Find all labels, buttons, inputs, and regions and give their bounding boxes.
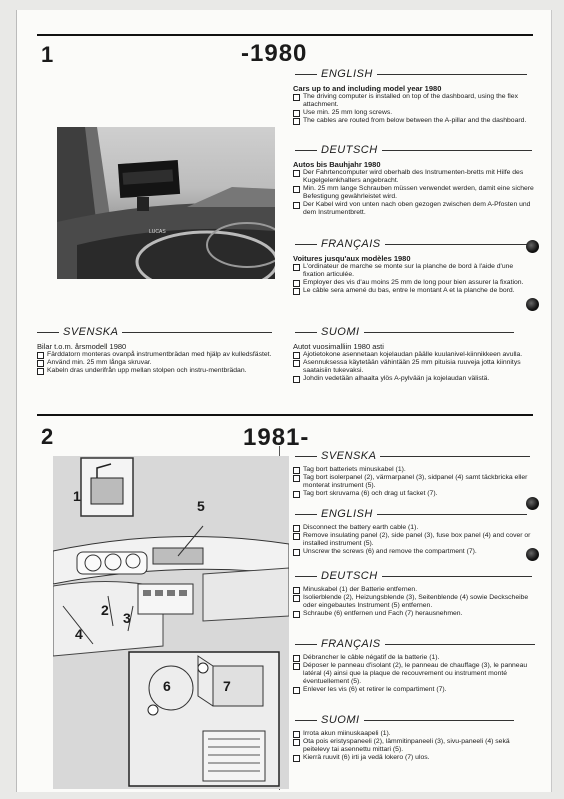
english-1-list xyxy=(293,93,535,125)
list-item: Remove insulating panel (2), side panel (3), fuse box panel (4) and cover or installed instrument (5). xyxy=(293,532,535,548)
heading-deutsch-1: DEUTSCH xyxy=(295,144,532,156)
deutsch-2-list xyxy=(293,586,535,618)
list-item: Enlever les vis (6) et retirer le compartiment (7). xyxy=(293,686,535,694)
list-item: Använd min. 25 mm långa skruvar. xyxy=(37,359,275,367)
section-1-number: 1 xyxy=(41,42,54,67)
callout-1: 1 xyxy=(73,488,81,504)
heading-english-2: ENGLISH xyxy=(295,508,527,520)
list-item: Kierrä ruuvit (6) irti ja vedä lokero (7) ulos. xyxy=(293,754,535,762)
list-item: The cables are routed from below between the A-pillar and the dashboard. xyxy=(293,117,535,125)
manual-page xyxy=(16,10,552,792)
list-item: Schraube (6) entfernen und Fach (7) herausnehmen. xyxy=(293,610,535,618)
callout-4: 4 xyxy=(75,626,83,642)
punch-hole xyxy=(526,298,539,311)
english-2-list xyxy=(293,524,535,556)
callout-7: 7 xyxy=(223,678,231,694)
section-divider xyxy=(37,414,533,416)
callout-6: 6 xyxy=(163,678,171,694)
list-item: Unscrew the screws (6) and remove the compartment (7). xyxy=(293,548,535,556)
device-brand-label: LUCAS xyxy=(149,229,166,235)
list-item: L'ordinateur de marche se monte sur la planche de bord à l'aide d'une fixation articulée. xyxy=(293,263,535,279)
heading-francais-2: FRANÇAIS xyxy=(295,638,535,650)
dashboard-photo xyxy=(57,127,275,279)
list-item: Asennuksessa käytetään vähintään 25 mm pituisia ruuveja jotta kiinnitys saataisiin tukevaksi. xyxy=(293,359,535,375)
heading-francais-1: FRANÇAIS xyxy=(295,238,535,250)
svenska-1-subtitle: Bilar t.o.m. årsmodell 1980 xyxy=(37,342,127,351)
list-item: Isolierblende (2), Heizungsblende (3), Seitenblende (4) sowie Deckscheibe oder eingebautes Instrument (5) entfernen. xyxy=(293,594,535,610)
section-2-number: 2 xyxy=(41,424,54,449)
callout-2: 2 xyxy=(101,602,109,618)
francais-1-list xyxy=(293,263,535,295)
list-item: Use min. 25 mm long screws. xyxy=(293,109,535,117)
section-2-year: 1981- xyxy=(243,424,310,451)
list-item: Employer des vis d'au moins 25 mm de long pour bien assurer la fixation. xyxy=(293,279,535,287)
list-item: Kabeln dras underifrån upp mellan stolpen och instru-mentbrädan. xyxy=(37,367,275,375)
list-item: Disconnect the battery earth cable (1). xyxy=(293,524,535,532)
punch-hole xyxy=(526,497,539,510)
list-item: Tag bort batteriets minuskabel (1). xyxy=(293,466,535,474)
list-item: Irrota akun miinuskaapeli (1). xyxy=(293,730,535,738)
punch-hole xyxy=(526,240,539,253)
list-item: Färddatorn monteras ovanpå instrumentbrädan med hjälp av kulledsfästet. xyxy=(37,351,275,359)
deutsch-1-subtitle: Autos bis Bauhjahr 1980 xyxy=(293,160,381,169)
english-1-subtitle: Cars up to and including model year 1980 xyxy=(293,84,442,93)
top-rule xyxy=(37,34,533,36)
svenska-2-list xyxy=(293,466,535,498)
svenska-1-list xyxy=(37,351,275,375)
heading-suomi-1: SUOMI xyxy=(295,326,514,338)
punch-hole xyxy=(526,548,539,561)
callout-3: 3 xyxy=(123,610,131,626)
list-item: Der Fahrtencomputer wird oberhalb des Instrumenten-bretts mit Hilfe des Kugelgelenkhalters angebracht. xyxy=(293,169,535,185)
heading-suomi-2: SUOMI xyxy=(295,714,514,726)
list-item: Min. 25 mm lange Schrauben müssen verwendet werden, damit eine sichere Befestigung gewährleistet wird. xyxy=(293,185,535,201)
heading-deutsch-2: DEUTSCH xyxy=(295,570,532,582)
dashboard-diagram xyxy=(53,456,289,789)
heading-svenska-1: SVENSKA xyxy=(37,326,272,338)
list-item: Déposer le panneau d'isolant (2), le panneau de chauffage (3), le panneau latéral (4) ainsi que la plaque de recouvrement ou instrument monté éventuellement (5). xyxy=(293,662,535,686)
list-item: Tag bort isolerpanel (2), värmarpanel (3), sidpanel (4) samt täckbricka eller monterat instrument (5). xyxy=(293,474,535,490)
list-item: Minuskabel (1) der Batterie entfernen. xyxy=(293,586,535,594)
francais-2-list xyxy=(293,654,535,694)
francais-1-subtitle: Voitures jusqu'aux modèles 1980 xyxy=(293,254,411,263)
suomi-1-subtitle: Autot vuosimalliin 1980 asti xyxy=(293,342,384,351)
list-item: Débrancher le câble négatif de la batterie (1). xyxy=(293,654,535,662)
callout-5: 5 xyxy=(197,498,205,514)
heading-svenska-2: SVENSKA xyxy=(295,450,530,462)
list-item: Ota pois eristyspaneeli (2), lämmitinpaneeli (3), sivu-paneeli (4) sekä peitelevy tai asennettu mittari (5). xyxy=(293,738,535,754)
heading-english-1: ENGLISH xyxy=(295,68,527,80)
list-item: Johdin vedetään alhaalta ylös A-pylvään ja kojelaudan välistä. xyxy=(293,375,535,383)
deutsch-1-list xyxy=(293,169,535,217)
list-item: Le câble sera amené du bas, entre le montant A et la planche de bord. xyxy=(293,287,535,295)
list-item: The driving computer is installed on top of the dashboard, using the flex attachment. xyxy=(293,93,535,109)
suomi-1-list xyxy=(293,351,535,383)
section-1-year: -1980 xyxy=(241,40,308,67)
list-item: Tag bort skruvarna (6) och drag ut facket (7). xyxy=(293,490,535,498)
list-item: Ajotietokone asennetaan kojelaudan päälle kuulanivel-kiinnikkeen avulla. xyxy=(293,351,535,359)
suomi-2-list xyxy=(293,730,535,762)
list-item: Der Kabel wird von unten nach oben gezogen zwischen dem A-Pfosten und dem Instrumentbrett. xyxy=(293,201,535,217)
